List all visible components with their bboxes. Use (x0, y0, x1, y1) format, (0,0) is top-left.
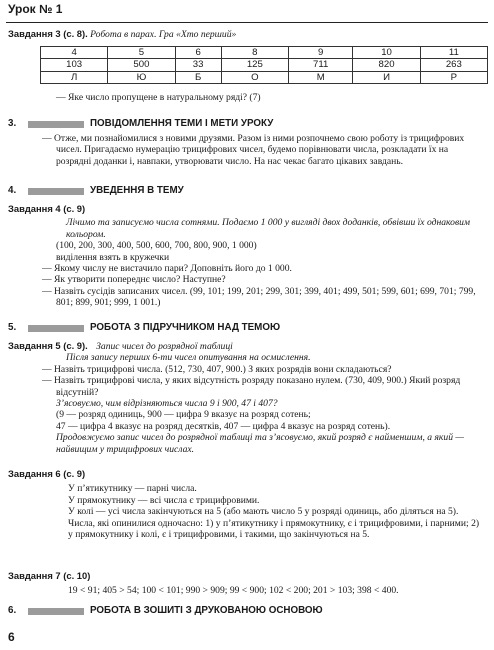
table-cell: И (353, 71, 420, 83)
task3-table (40, 46, 488, 84)
task4-q3: — Назвіть сусідів записаних чисел. (99, 101; 199, 201; 299, 301; 399, 401; 499, 501; 599, 601; 699, 701; 799, 801; 899, 901; 999, 1 001.) (42, 285, 476, 309)
task6-l3: У колі — усі числа закінчуються на 5 (або мають число 5 у розряді одиниць, або діляться на 5). (68, 506, 459, 518)
task4-intro: Лічимо та записуємо числа сотнями. Подаємо 1 000 у вигляді двох доданків, обвівши їх однаковим кольором. (66, 217, 471, 240)
section-number: 6. (8, 605, 17, 617)
task6-l2: У прямокутнику — всі числа є трицифровими. (68, 494, 260, 506)
task5-block (8, 340, 484, 455)
task3-label: Завдання 3 (с. 8). (8, 28, 88, 39)
table-cell: Б (175, 71, 221, 83)
header-rule (6, 22, 488, 23)
task4-q2: — Як утворити попереднє число? Наступне? (42, 274, 226, 286)
section-number: 3. (8, 118, 17, 130)
task4-q1: — Якому числу не вистачило пари? Доповніть його до 1 000. (42, 263, 292, 275)
table-cell: Л (41, 71, 108, 83)
table-cell: 711 (288, 59, 352, 71)
task6-l4: Числа, які опинилися одночасно: 1) у п’ятикутнику і прямокутнику, є і трицифровими, і парними; 2) у прямокутнику і колі, є і трицифровими, і такими, що закінчуються на 5. (68, 517, 480, 541)
task4-numbers: (100, 200, 300, 400, 500, 600, 700, 800, 900, 1 000) (56, 240, 257, 252)
task7-block (8, 570, 484, 597)
task5-intro: Після запису перших 6-ти чисел опитування на осмислення. (66, 352, 311, 364)
task4-block (8, 203, 484, 309)
task6-l1: У п’ятикутнику — парні числа. (68, 483, 197, 495)
table-cell: Ю (108, 71, 175, 83)
page-number: 6 (8, 630, 15, 644)
table-cell: Р (420, 71, 487, 83)
section-3-heading (8, 118, 484, 130)
section-number: 4. (8, 185, 17, 197)
section-bar (28, 325, 84, 332)
table-cell: 103 (41, 59, 108, 71)
task5-label: Завдання 5 (с. 9). (8, 340, 88, 351)
table-cell: 500 (108, 59, 175, 71)
section-number: 5. (8, 322, 17, 334)
table-cell: 9 (288, 47, 352, 59)
table-cell: О (221, 71, 288, 83)
task6-block (8, 468, 484, 540)
task3-heading (8, 28, 484, 40)
table-cell: 33 (175, 59, 221, 71)
table-cell: 11 (420, 47, 487, 59)
task5-answer1: (9 — розряд одиниць, 900 — цифра 9 вказує на розряд сотень; (56, 409, 311, 421)
task3-question-block (8, 92, 484, 103)
table-cell: 6 (175, 47, 221, 59)
task6-label: Завдання 6 (с. 9) (8, 468, 86, 479)
section-title: ПОВІДОМЛЕННЯ ТЕМИ І МЕТИ УРОКУ (90, 118, 274, 130)
task4-note: виділення взять в кружечки (56, 251, 170, 263)
section-bar (28, 121, 84, 128)
task5-q1: — Назвіть трицифрові числа. (512, 730, 407, 900.) З яких розрядів вони складаються? (42, 363, 392, 375)
table-cell: 125 (221, 59, 288, 71)
lesson-title: Урок № 1 (8, 2, 63, 16)
task7-label: Завдання 7 (с. 10) (8, 570, 91, 581)
table-cell: 263 (420, 59, 487, 71)
table-cell: 5 (108, 47, 175, 59)
section-title: УВЕДЕННЯ В ТЕМУ (90, 185, 184, 197)
task5-q2: — Назвіть трицифрові числа, у яких відсутність розряду показано нулем. (730, 409, 900.) Який розряд відсутній? (42, 375, 461, 398)
task5-title: Запис чисел до розрядної таблиці (96, 341, 233, 352)
task3-title: Робота в парах. Гра «Хто перший» (90, 29, 237, 40)
section-5-heading (8, 322, 484, 334)
section-bar (28, 188, 84, 195)
table-row (41, 47, 488, 59)
task5-answer2: 47 — цифра 4 вказує на розряд десятків, 407 — цифра 4 вказує на розряд сотень). (56, 420, 391, 432)
task7-l1: 19 < 91; 405 > 54; 100 < 101; 990 > 909; 99 < 900; 102 < 200; 201 > 103; 398 < 400. (68, 585, 399, 597)
section-6-heading (8, 605, 484, 617)
task5-conclusion: Продовжуємо запис чисел до розрядної таблиці та з’ясовуємо, який розряд є найменшим, а який — найвищим у трицифрових числах. (56, 432, 464, 455)
task5-compare: З’ясовуємо, чим відрізняються числа 9 і 900, 47 і 407? (56, 398, 278, 410)
table-cell: 8 (221, 47, 288, 59)
task3-question: — Яке число пропущене в натуральному ряді? (7) (56, 92, 261, 103)
section-title: РОБОТА В ЗОШИТІ З ДРУКОВАНОЮ ОСНОВОЮ (90, 605, 323, 617)
table-cell: 4 (41, 47, 108, 59)
section-4-heading (8, 185, 484, 197)
table-cell: 10 (353, 47, 420, 59)
section-bar (28, 608, 84, 615)
task4-label: Завдання 4 (с. 9) (8, 203, 86, 214)
table-cell: 820 (353, 59, 420, 71)
section-title: РОБОТА З ПІДРУЧНИКОМ НАД ТЕМОЮ (90, 322, 281, 334)
task5-heading (8, 340, 484, 352)
table-cell: М (288, 71, 352, 83)
table-row (41, 71, 488, 83)
section-3-body (8, 133, 484, 167)
section-3-text: — Отже, ми познайомилися з новими друзями. Разом із ними розпочнемо свою роботу із трицифрових чисел. Пригадаємо нумерацію трицифрових чисел, будемо порівнювати числа, розкладати їх на розрядні доданки і, навпаки, утворювати число. На нас чекає багато цікавих завдань. (42, 133, 465, 167)
table-row (41, 59, 488, 71)
